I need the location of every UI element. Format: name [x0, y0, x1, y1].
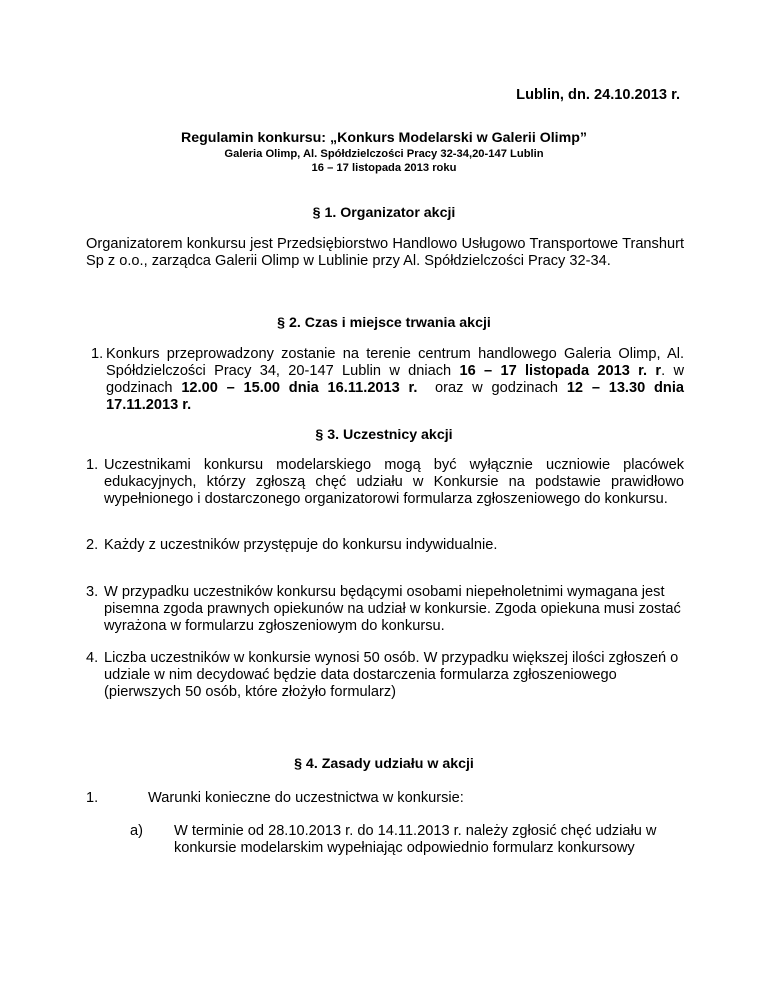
list-number: 1. [86, 790, 99, 806]
list-text: Warunki konieczne do uczestnictwa w konkursie: [148, 790, 464, 806]
list-text: Konkurs przeprowadzony zostanie na terenie centrum handlowego Galeria Olimp, Al. Spółdzielczości Pracy 34, 20-147 Lublin w dniach 16 – 17 listopada 2013 r. r. w godzinach 12.00 – 15.00 dnia 16.11.2013 r. oraz w godzinach 12 – 13.30 dnia 17.11.2013 r. [106, 346, 684, 413]
list-number: 1. [91, 346, 104, 362]
document-title: Regulamin konkursu: „Konkurs Modelarski w Galerii Olimp” [180, 130, 587, 146]
list-number: 3. [86, 584, 99, 600]
list-text: W terminie od 28.10.2013 r. do 14.11.2013 r. należy zgłosić chęć udziału w konkursie modelarskim wypełniając odpowiednio formularz konkursowy [174, 823, 657, 856]
list-number: 4. [86, 650, 99, 666]
list-number: 1. [86, 457, 99, 473]
section-3-heading: § 3. Uczestnicy akcji [315, 427, 453, 443]
list-text: Liczba uczestników w konkursie wynosi 50 osób. W przypadku większej ilości zgłoszeń o udziale w nim decydować będzie data dostarczenia formularza zgłoszeniowego (pierwszych 50 osób, które złożyło formularz) [104, 650, 679, 700]
list-text: Uczestnikami konkursu modelarskiego mogą być wyłącznie uczniowie placówek edukacyjnych, którzy zgłoszą chęć udziału w Konkursie na podstawie prawidłowo wypełnionego i dostarczonego organizatorowi formularza zgłoszeniowego do konkursu. [104, 457, 684, 507]
section-4-heading: § 4. Zasady udziału w akcji [294, 756, 474, 772]
document-date: Lublin, dn. 24.10.2013 r. [516, 87, 680, 103]
list-letter: a) [130, 823, 143, 839]
event-address: Galeria Olimp, Al. Spółdzielczości Pracy 32-34,20-147 Lublin [224, 148, 544, 160]
event-dates: 16 – 17 listopada 2013 roku [311, 162, 457, 174]
list-text: Każdy z uczestników przystępuje do konkursu indywidualnie. [104, 537, 498, 553]
list-text: W przypadku uczestników konkursu będącymi osobami niepełnoletnimi wymagana jest pisemna zgoda prawnych opiekunów na udział w konkursie. Zgoda opiekuna musi zostać wyrażona w formularzu zgłoszeniowym do konkursu. [104, 584, 681, 634]
list-number: 2. [86, 537, 99, 553]
section-1-text: Organizatorem konkursu jest Przedsiębiorstwo Handlowo Usługowo Transportowe Transhurt Sp z o.o., zarządca Galerii Olimp w Lublinie przy Al. Spółdzielczości Pracy 32-34. [86, 236, 684, 269]
section-2-heading: § 2. Czas i miejsce trwania akcji [277, 315, 491, 331]
section-1-heading: § 1. Organizator akcji [312, 205, 456, 221]
